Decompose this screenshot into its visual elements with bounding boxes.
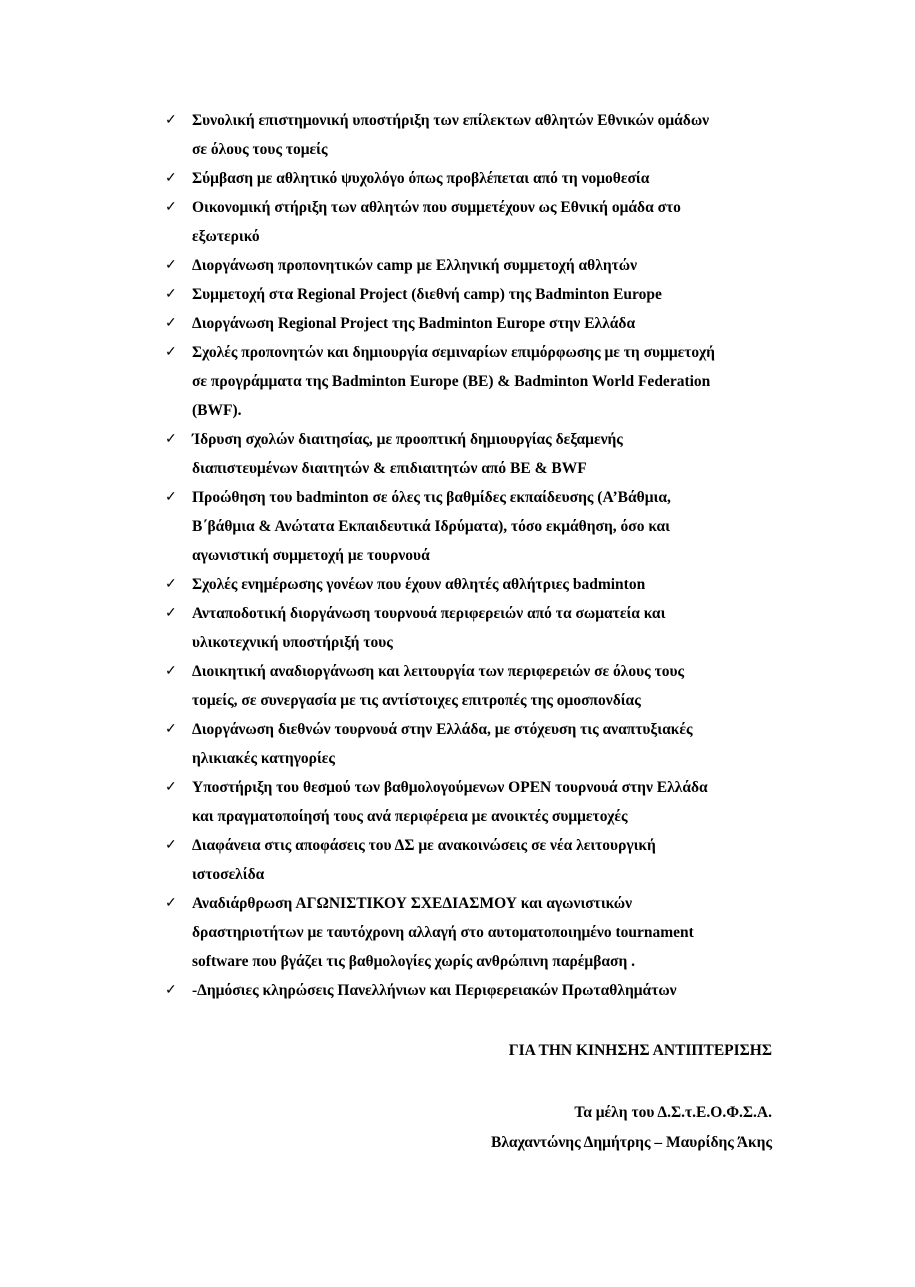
signatories-names: Βλαχαντώνης Δημήτρης – Μαυρίδης Άκης [490,1134,772,1151]
list-item [165,599,785,657]
list-item-text-line: software που βγάζει τις βαθμολογίες χωρίς ανθρώπινη παρέμβαση . [192,953,635,970]
list-item [165,106,785,164]
list-item-text-line: Διοργάνωση Regional Project της Badminton Europe στην Ελλάδα [192,315,636,332]
checkmark-icon: ✓ [165,896,177,911]
checkmark-icon: ✓ [165,983,177,998]
list-item [165,773,785,831]
list-item-text-line: Υποστήριξη του θεσμού των βαθμολογούμενων OPEN τουρνουά στην Ελλάδα [192,779,708,796]
checkmark-icon: ✓ [165,490,177,505]
list-item [165,831,785,889]
list-item-text-line: Σχολές προπονητών και δημιουργία σεμιναρίων επιμόρφωσης με τη συμμετοχή [192,344,715,361]
list-item [165,164,785,193]
list-item [165,251,785,280]
list-item-text-line: Αναδιάρθρωση ΑΓΩΝΙΣΤΙΚΟΥ ΣΧΕΔΙΑΣΜΟΥ και αγωνιστικών [192,895,633,912]
checkmark-icon: ✓ [165,606,177,621]
list-item-text-line: Σύμβαση με αθλητικό ψυχολόγο όπως προβλέπεται από τη νομοθεσία [192,170,650,187]
list-item-text-line: και πραγματοποίησή τους ανά περιφέρεια με ανοικτές συμμετοχές [192,808,628,825]
checkmark-icon: ✓ [165,780,177,795]
list-item [165,193,785,251]
list-item-text-line: Διοικητική αναδιοργάνωση και λειτουργία των περιφερειών σε όλους τους [192,663,685,680]
list-item [165,657,785,715]
list-item [165,715,785,773]
checkmark-icon: ✓ [165,664,177,679]
list-item-text-line: ιστοσελίδα [192,866,265,883]
checkmark-icon: ✓ [165,345,177,360]
checkmark-icon: ✓ [165,722,177,737]
checkmark-icon: ✓ [165,200,177,215]
list-item-text-line: Διαφάνεια στις αποφάσεις του ΔΣ με ανακοινώσεις σε νέα λειτουργική [192,837,656,854]
list-item-text-line: ηλικιακές κατηγορίες [192,750,335,767]
list-item-text-line: Συμμετοχή στα Regional Project (διεθνή camp) της Badminton Europe [192,286,662,303]
checkmark-icon: ✓ [165,432,177,447]
list-item [165,280,785,309]
list-item [165,570,785,599]
list-item [165,309,785,338]
list-item-text-line: υλικοτεχνική υποστήριξή τους [192,634,393,651]
list-item [165,483,785,570]
list-item-text-line: σε προγράμματα της Badminton Europe (BE) & Badminton World Federation [192,373,711,390]
list-item-text-line: Ανταποδοτική διοργάνωση τουρνουά περιφερειών από τα σωματεία και [192,605,666,622]
list-item-text-line: αγωνιστική συμμετοχή με τουρνουά [192,547,430,564]
checkmark-icon: ✓ [165,287,177,302]
list-item-text-line: Προώθηση του badminton σε όλες τις βαθμίδες εκπαίδευσης (Α’Βάθμια, [192,489,671,506]
movement-heading: ΓΙΑ ΤΗΝ ΚΙΝΗΣΗΣ ΑΝΤΙΠΤΕΡΙΣΗΣ [508,1042,772,1059]
list-item [165,425,785,483]
list-item [165,338,785,425]
list-item-text-line: Σχολές ενημέρωσης γονέων που έχουν αθλητές αθλήτριες badminton [192,576,646,593]
list-item-text-line: Ίδρυση σχολών διαιτησίας, με προοπτική δημιουργίας δεξαμενής [192,431,623,448]
list-item-text-line: Διοργάνωση διεθνών τουρνουά στην Ελλάδα, με στόχευση τις αναπτυξιακές [192,721,693,738]
list-item-text-line: Οικονομική στήριξη των αθλητών που συμμετέχουν ως Εθνική ομάδα στο [192,199,681,216]
list-item-text-line: (BWF). [192,402,242,419]
list-item [165,976,785,1005]
checkmark-icon: ✓ [165,577,177,592]
checkmark-icon: ✓ [165,113,177,128]
goals-checklist [165,106,785,1005]
checkmark-icon: ✓ [165,838,177,853]
list-item-text-line: τομείς, σε συνεργασία με τις αντίστοιχες επιτροπές της ομοσπονδίας [192,692,641,709]
checkmark-icon: ✓ [165,258,177,273]
list-item-text-line: -Δημόσιες κληρώσεις Πανελλήνιων και Περιφερειακών Πρωταθλημάτων [192,982,677,999]
list-item-text-line: Β΄βάθμια & Ανώτατα Εκπαιδευτικά Ιδρύματα), τόσο εκμάθηση, όσο και [192,518,670,535]
list-item-text-line: δραστηριοτήτων με ταυτόχρονη αλλαγή στο αυτοματοποιημένο tournament [192,924,694,941]
list-item-text-line: Συνολική επιστημονική υποστήριξη των επίλεκτων αθλητών Εθνικών ομάδων [192,112,710,129]
board-members-line: Τα μέλη του Δ.Σ.τ.Ε.Ο.Φ.Σ.Α. [574,1104,772,1121]
list-item-text-line: εξωτερικό [192,228,260,245]
checkmark-icon: ✓ [165,316,177,331]
checkmark-icon: ✓ [165,171,177,186]
list-item-text-line: Διοργάνωση προπονητικών camp με Ελληνική συμμετοχή αθλητών [192,257,638,274]
list-item-text-line: σε όλους τους τομείς [192,141,328,158]
list-item [165,889,785,976]
list-item-text-line: διαπιστευμένων διαιτητών & επιδιαιτητών από BE & BWF [192,460,587,477]
